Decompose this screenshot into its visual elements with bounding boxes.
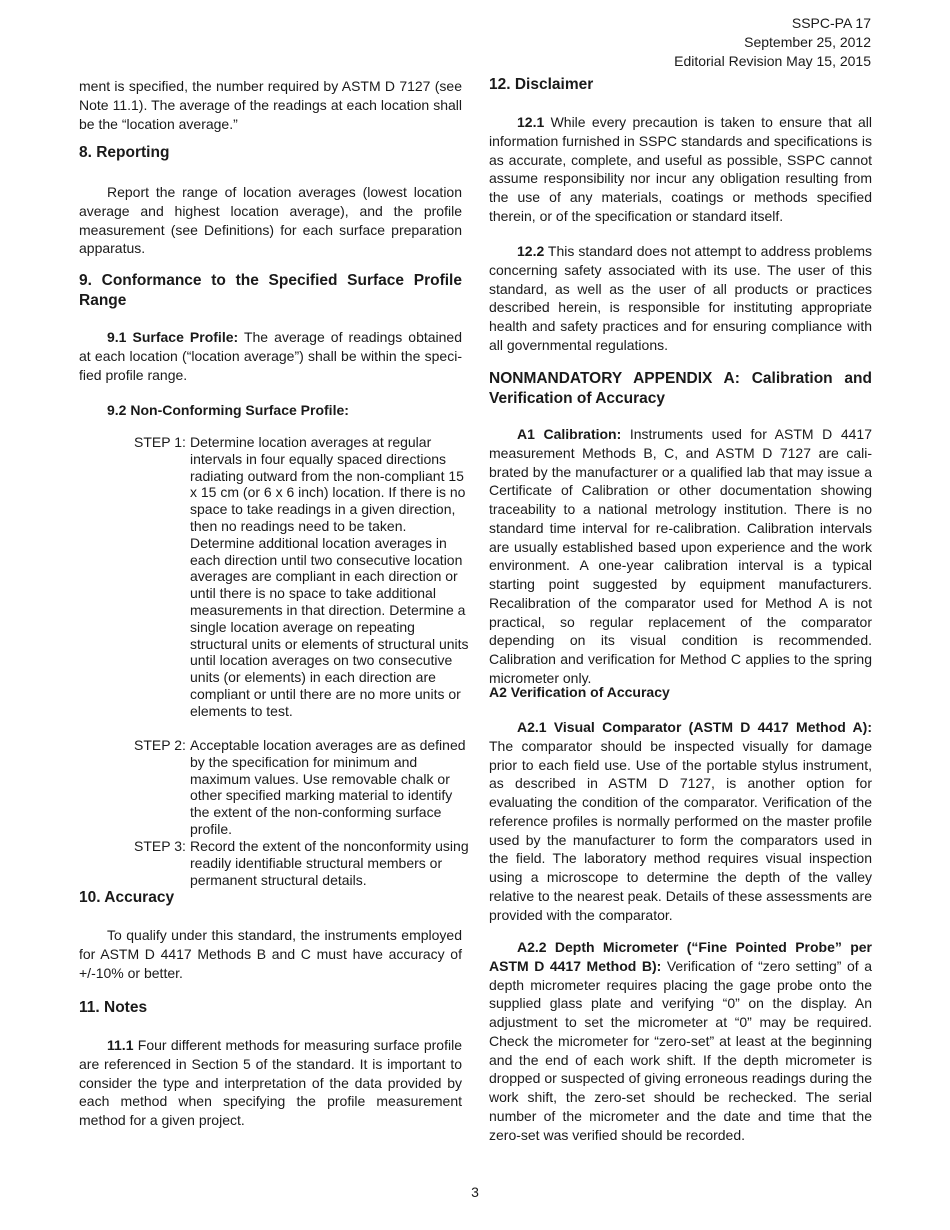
- paragraph-12-1-lead: 12.1: [517, 114, 545, 130]
- section-8-body: Report the range of location averages (lowest location average and highest location average), and the profile measurement (see Definitions) for each surface preparation apparatus.: [79, 184, 462, 257]
- section-12-heading: 12. Disclaimer: [489, 76, 594, 93]
- continuation-paragraph: ment is specified, the number required by ASTM D 7127 (see Note 11.1). The average of the readings at each location shall be the “location average.”: [79, 78, 462, 132]
- paragraph-11-1-lead: 11.1: [107, 1037, 134, 1053]
- step-2-text: Acceptable location averages are as defined by the specification for minimum and maximum values. Use removable chalk or other specified marking material to identify the extent of the non-conforming surface profile.: [190, 737, 466, 837]
- paragraph-12-2-lead: 12.2: [517, 243, 545, 259]
- section-11-heading: 11. Notes: [79, 999, 148, 1016]
- section-9-heading: 9. Conformance to the Specified Surface Profile Range: [79, 272, 462, 309]
- step-1-label: STEP 1:: [134, 434, 186, 450]
- page-header: [674, 14, 871, 71]
- appendix-a-heading: NONMANDATORY APPENDIX A: Calibration and Verification of Accuracy: [489, 370, 872, 407]
- step-2-label: STEP 2:: [134, 737, 186, 753]
- paragraph-9-1-lead: 9.1 Surface Profile:: [107, 329, 239, 345]
- section-10-body: To qualify under this standard, the instruments employed for ASTM D 4417 Methods B and C must have accuracy of +/-10% or better.: [79, 927, 462, 981]
- step-3-label: STEP 3:: [134, 838, 186, 854]
- paragraph-11-1: [79, 1036, 462, 1130]
- paragraph-12-1: [489, 113, 872, 226]
- document-date: September 25, 2012: [744, 34, 871, 50]
- paragraph-12-2: [489, 242, 872, 355]
- paragraph-a1: [489, 425, 872, 688]
- paragraph-11-1-text: Four different methods for measuring surface profile are referenced in Section 5 of the standard. It is important to consider the type and interpretation of the data provided by each method when specifying the profile measurement method for a given project.: [79, 1037, 462, 1128]
- paragraph-a1-lead: A1 Calibration:: [517, 426, 622, 442]
- paragraph-12-2-text: This standard does not attempt to address problems concerning safety associated with its use. The user of this standard, as well as the user of all products or practices described herein, is responsible for instituting appropriate health and safety practices and for ensuring compliance with all governmental regulations.: [489, 243, 872, 353]
- a2-heading: A2 Verification of Accuracy: [489, 684, 670, 700]
- section-10-heading: 10. Accuracy: [79, 889, 175, 906]
- paragraph-a1-text: Instruments used for ASTM D 4417 measurement Methods B, C, and ASTM D 7127 are calibrated by the manufacturer or a qualified lab that may issue a Certificate of Calibration or other documentation showing traceability to a national metrology institution. There is no standard time interval for re-calibration. Calibration intervals are usually established based upon experience and the work environment. A one-year calibration interval is a typical starting point suggested by equipment manufacturers. Recalibration of the comparator used for Method A is not practical, so regular replacement of the comparator depending on its visual condition is recommended. Calibration and verification for Method C applies to the spring micrometer only.: [489, 426, 872, 686]
- page-number: 3: [471, 1184, 479, 1200]
- paragraph-9-1-text: The average of readings obtained at each location (“location average”) shall be within the specified profile range.: [79, 329, 463, 383]
- paragraph-a2-2: [489, 938, 872, 1144]
- step-1-text: Determine location averages at regular intervals in four equally spaced directions radiating outward from the non-compliant 15 x 15 cm (or 6 x 6 inch) location. If there is no space to take readings in a given direction, then no readings need to be taken. Determine additional location averages in each direction until two consecutive location averages are compliant in each direction or until there is no space to take additional measurements in that direction. Determine a single location average on repeating structural units or elements of structural units until location averages on two consecutive units (or elements) in each direction are compliant or until there are no more units or elements to test.: [190, 434, 469, 719]
- revision-date: Editorial Revision May 15, 2015: [674, 53, 871, 69]
- section-8-heading: 8. Reporting: [79, 144, 170, 161]
- paragraph-a2-1: [489, 718, 872, 924]
- document-id: SSPC-PA 17: [791, 15, 871, 31]
- paragraph-9-1: [79, 328, 462, 384]
- paragraph-a2-2-text: Verification of “zero setting” of a depth micrometer requires placing the gage probe onto the supplied glass plate and verifying “0” on the display. An adjustment to set the micrometer at “0” may be required. Check the micrometer for “zero-set” at least at the beginning and the end of each work shift. If the depth micrometer is dropped or suspected of giving erroneous readings during the work shift, the zero-set should be rechecked. The serial number of the micrometer and the date and time that the zero-set was verified should be recorded.: [489, 957, 872, 1143]
- paragraph-12-1-text: While every precaution is taken to ensure that all information furnished in SSPC standards and specifications is as accurate, complete, and useful as possible, SSPC cannot assume responsibility nor incur any obligation resulting from the use of any materials, coatings or methods specified therein, or of the specification or standard itself.: [489, 114, 872, 224]
- paragraph-9-2-heading: 9.2 Non-Conforming Surface Profile:: [107, 402, 349, 418]
- step-3-text: Record the extent of the nonconformity using readily identifiable structural members or permanent structural details.: [190, 838, 469, 888]
- paragraph-a2-1-text: The comparator should be inspected visually for damage prior to each field use. Use of the portable stylus instrument, as described in ASTM D 7127, is another option for evaluating the condition of the comparator. Verification of the reference profiles is normally performed on the master profile used by the manufacturer to form the comparators used in the field. The laboratory method requires visual inspection using a microscope to determine the depth of the valley relative to the nearest peak. Details of these assessments are provided with the comparator.: [489, 737, 872, 923]
- paragraph-a2-2-lead: A2.2 Depth Micrometer (“Fine Pointed Probe” per ASTM D 4417 Method B):: [489, 939, 872, 974]
- paragraph-a2-1-lead: A2.1 Visual Comparator (ASTM D 4417 Method A):: [517, 719, 872, 735]
